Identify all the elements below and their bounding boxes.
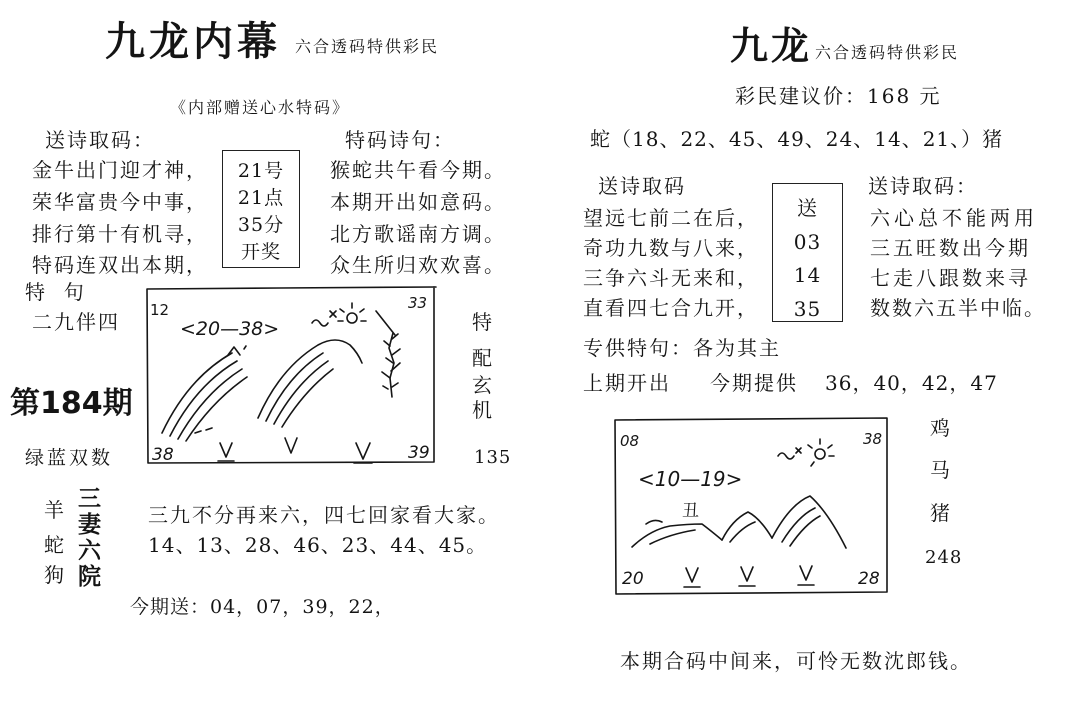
v-marks — [218, 438, 372, 463]
idiom-char: 六 — [78, 537, 101, 564]
side-label-char: 玄 — [472, 373, 494, 397]
side-label-char: 机 — [472, 398, 494, 422]
this-issue-numbers: 36，40，42，47 — [825, 371, 998, 395]
v-mark — [739, 567, 755, 586]
v-marks — [684, 566, 814, 587]
poem-right-line: 众生所归欢欢喜。 — [330, 253, 506, 277]
idiom-char: 院 — [78, 563, 101, 590]
last-issue-label: 上期开出 — [583, 371, 671, 395]
poem-left-line: 奇功九数与八来， — [583, 236, 759, 260]
sketch-frame — [147, 287, 436, 463]
idiom-char: 三 — [78, 485, 101, 512]
send-number: 03 — [793, 229, 822, 254]
v-mark — [285, 438, 297, 453]
idiom-char: 妻 — [78, 511, 101, 538]
send-label: 送 — [797, 196, 818, 220]
sketch-corner-bottom-left: 20 — [622, 569, 644, 589]
left-sketch — [140, 283, 440, 473]
special-phrase: 二九伴四 — [32, 310, 120, 334]
sun-circle — [815, 449, 825, 459]
sketch-corner-bottom-right: 39 — [408, 443, 430, 463]
draw-schedule-box — [222, 150, 300, 268]
mountain-right-sketch — [258, 340, 362, 427]
side-zodiac-char: 猪 — [930, 501, 952, 525]
side-zodiac-char: 鸡 — [930, 416, 952, 440]
issue-number: 第184期 — [10, 386, 133, 421]
v-mark — [684, 568, 700, 587]
mountain-stroke — [162, 353, 232, 433]
mountain-stroke — [170, 361, 237, 436]
sketch-corner-top-left: 08 — [620, 432, 640, 450]
poem-left-line: 三争六斗无来和， — [583, 266, 759, 290]
side-number: 135 — [474, 447, 512, 468]
poem-right-line: 六心总不能两用 — [870, 206, 1038, 230]
sketch-corner-top-left: 12 — [150, 301, 170, 319]
mountain-left-sketch — [162, 346, 247, 441]
cloud-squiggle — [312, 320, 328, 326]
sun-sketch — [312, 303, 366, 326]
footer-verse: 本期合码中间来，可怜无数沈郎钱。 — [620, 649, 972, 673]
poem-heading-left: 送诗取码 — [598, 174, 686, 198]
side-number: 248 — [925, 547, 963, 568]
poem-heading-right: 送诗取码： — [868, 174, 978, 198]
schedule-hour: 21点 — [237, 187, 285, 209]
poem-right-line: 三五旺数出今期 — [870, 236, 1031, 260]
right-sketch — [610, 412, 892, 600]
v-mark — [354, 443, 372, 463]
left-subtitle: 六合透码特供彩民 — [295, 37, 440, 56]
poem-heading-right: 特码诗句： — [345, 128, 455, 152]
number-list: 14、13、28、46、23、44、45。 — [148, 533, 488, 557]
poem-left-line: 金牛出门迎才神， — [32, 158, 208, 182]
zodiac-char: 羊 — [44, 498, 66, 522]
schedule-date: 21号 — [237, 160, 285, 182]
this-issue-label: 今期提供 — [710, 371, 798, 395]
right-title: 九龙 — [730, 23, 813, 68]
bird-mark — [330, 311, 336, 317]
cloud-squiggle — [778, 453, 794, 459]
sketch-corner-bottom-left: 38 — [152, 445, 174, 465]
sun-circle — [347, 313, 357, 323]
mountain-stroke — [632, 524, 722, 547]
poem-heading-left: 送诗取码： — [45, 128, 155, 152]
send-number: 35 — [793, 296, 822, 321]
sketch-corner-top-right: 38 — [863, 430, 883, 448]
gift-line: 《内部赠送心水特码》 — [170, 98, 351, 117]
send-number-box — [772, 183, 843, 322]
side-zodiac-char: 马 — [930, 458, 952, 482]
tree-sketch — [376, 311, 400, 397]
bird-mark — [796, 448, 801, 453]
left-title: 九龙内幕 — [105, 18, 281, 65]
side-label-char: 配 — [472, 346, 494, 370]
poem-right-line: 猴蛇共午看今期。 — [330, 158, 506, 182]
poem-left-line: 特码连双出本期， — [32, 253, 208, 277]
v-mark — [798, 566, 814, 585]
mountain-stroke — [650, 508, 820, 546]
sun-sketch — [778, 439, 834, 466]
schedule-minute: 35分 — [237, 214, 285, 236]
special-phrase-label: 特 句 — [25, 280, 86, 304]
sketch-frame — [615, 418, 887, 594]
ground-dash — [195, 428, 212, 433]
zodiac-char: 狗 — [44, 563, 66, 587]
sketch-corner-bottom-right: 28 — [858, 569, 880, 589]
sketch-corner-top-right: 33 — [408, 294, 428, 312]
zodiac-char: 蛇 — [44, 533, 66, 557]
sketch-zodiac: 丑 — [682, 501, 699, 521]
poem-right-line: 北方歌谣南方调。 — [330, 222, 506, 246]
poem-right-line: 数数六五半中临。 — [870, 296, 1046, 320]
cloud-dash — [646, 520, 662, 524]
right-panel — [540, 0, 1080, 708]
send-number: 14 — [793, 263, 822, 287]
this-issue-numbers: 今期送：04，07，39，22， — [130, 596, 395, 618]
mountain-stroke — [186, 377, 247, 441]
poem-left-line: 排行第十有机寻， — [32, 222, 208, 246]
idiom-vertical — [78, 486, 101, 590]
sketch-range: <20—38> — [180, 318, 280, 340]
poem-right-line: 本期开出如意码。 — [330, 190, 506, 214]
suggested-price: 彩民建议价：168 元 — [735, 84, 942, 108]
v-mark — [218, 443, 234, 461]
verse: 三九不分再来六，四七回家看大家。 — [148, 503, 500, 527]
right-subtitle: 六合透码特供彩民 — [815, 43, 960, 62]
sketch-range: <10—19> — [638, 467, 743, 491]
special-phrase: 专供特句：各为其主 — [583, 336, 781, 360]
poem-left-line: 荣华富贵今中事， — [32, 190, 208, 214]
sun-rays — [808, 439, 834, 466]
color-hint: 绿蓝双数 — [25, 447, 114, 469]
sun-rays — [338, 303, 366, 321]
poem-left-line: 直看四七合九开， — [583, 296, 759, 320]
poem-left-line: 望远七前二在后， — [583, 206, 759, 230]
poem-right-line: 七走八跟数来寻 — [870, 266, 1031, 290]
schedule-draw: 开奖 — [240, 241, 281, 263]
side-label-char: 特 — [472, 310, 494, 334]
mountain-sketch — [632, 496, 846, 548]
zodiac-range: 蛇（18、22、45、49、24、14、21、）猪 — [590, 127, 1004, 151]
